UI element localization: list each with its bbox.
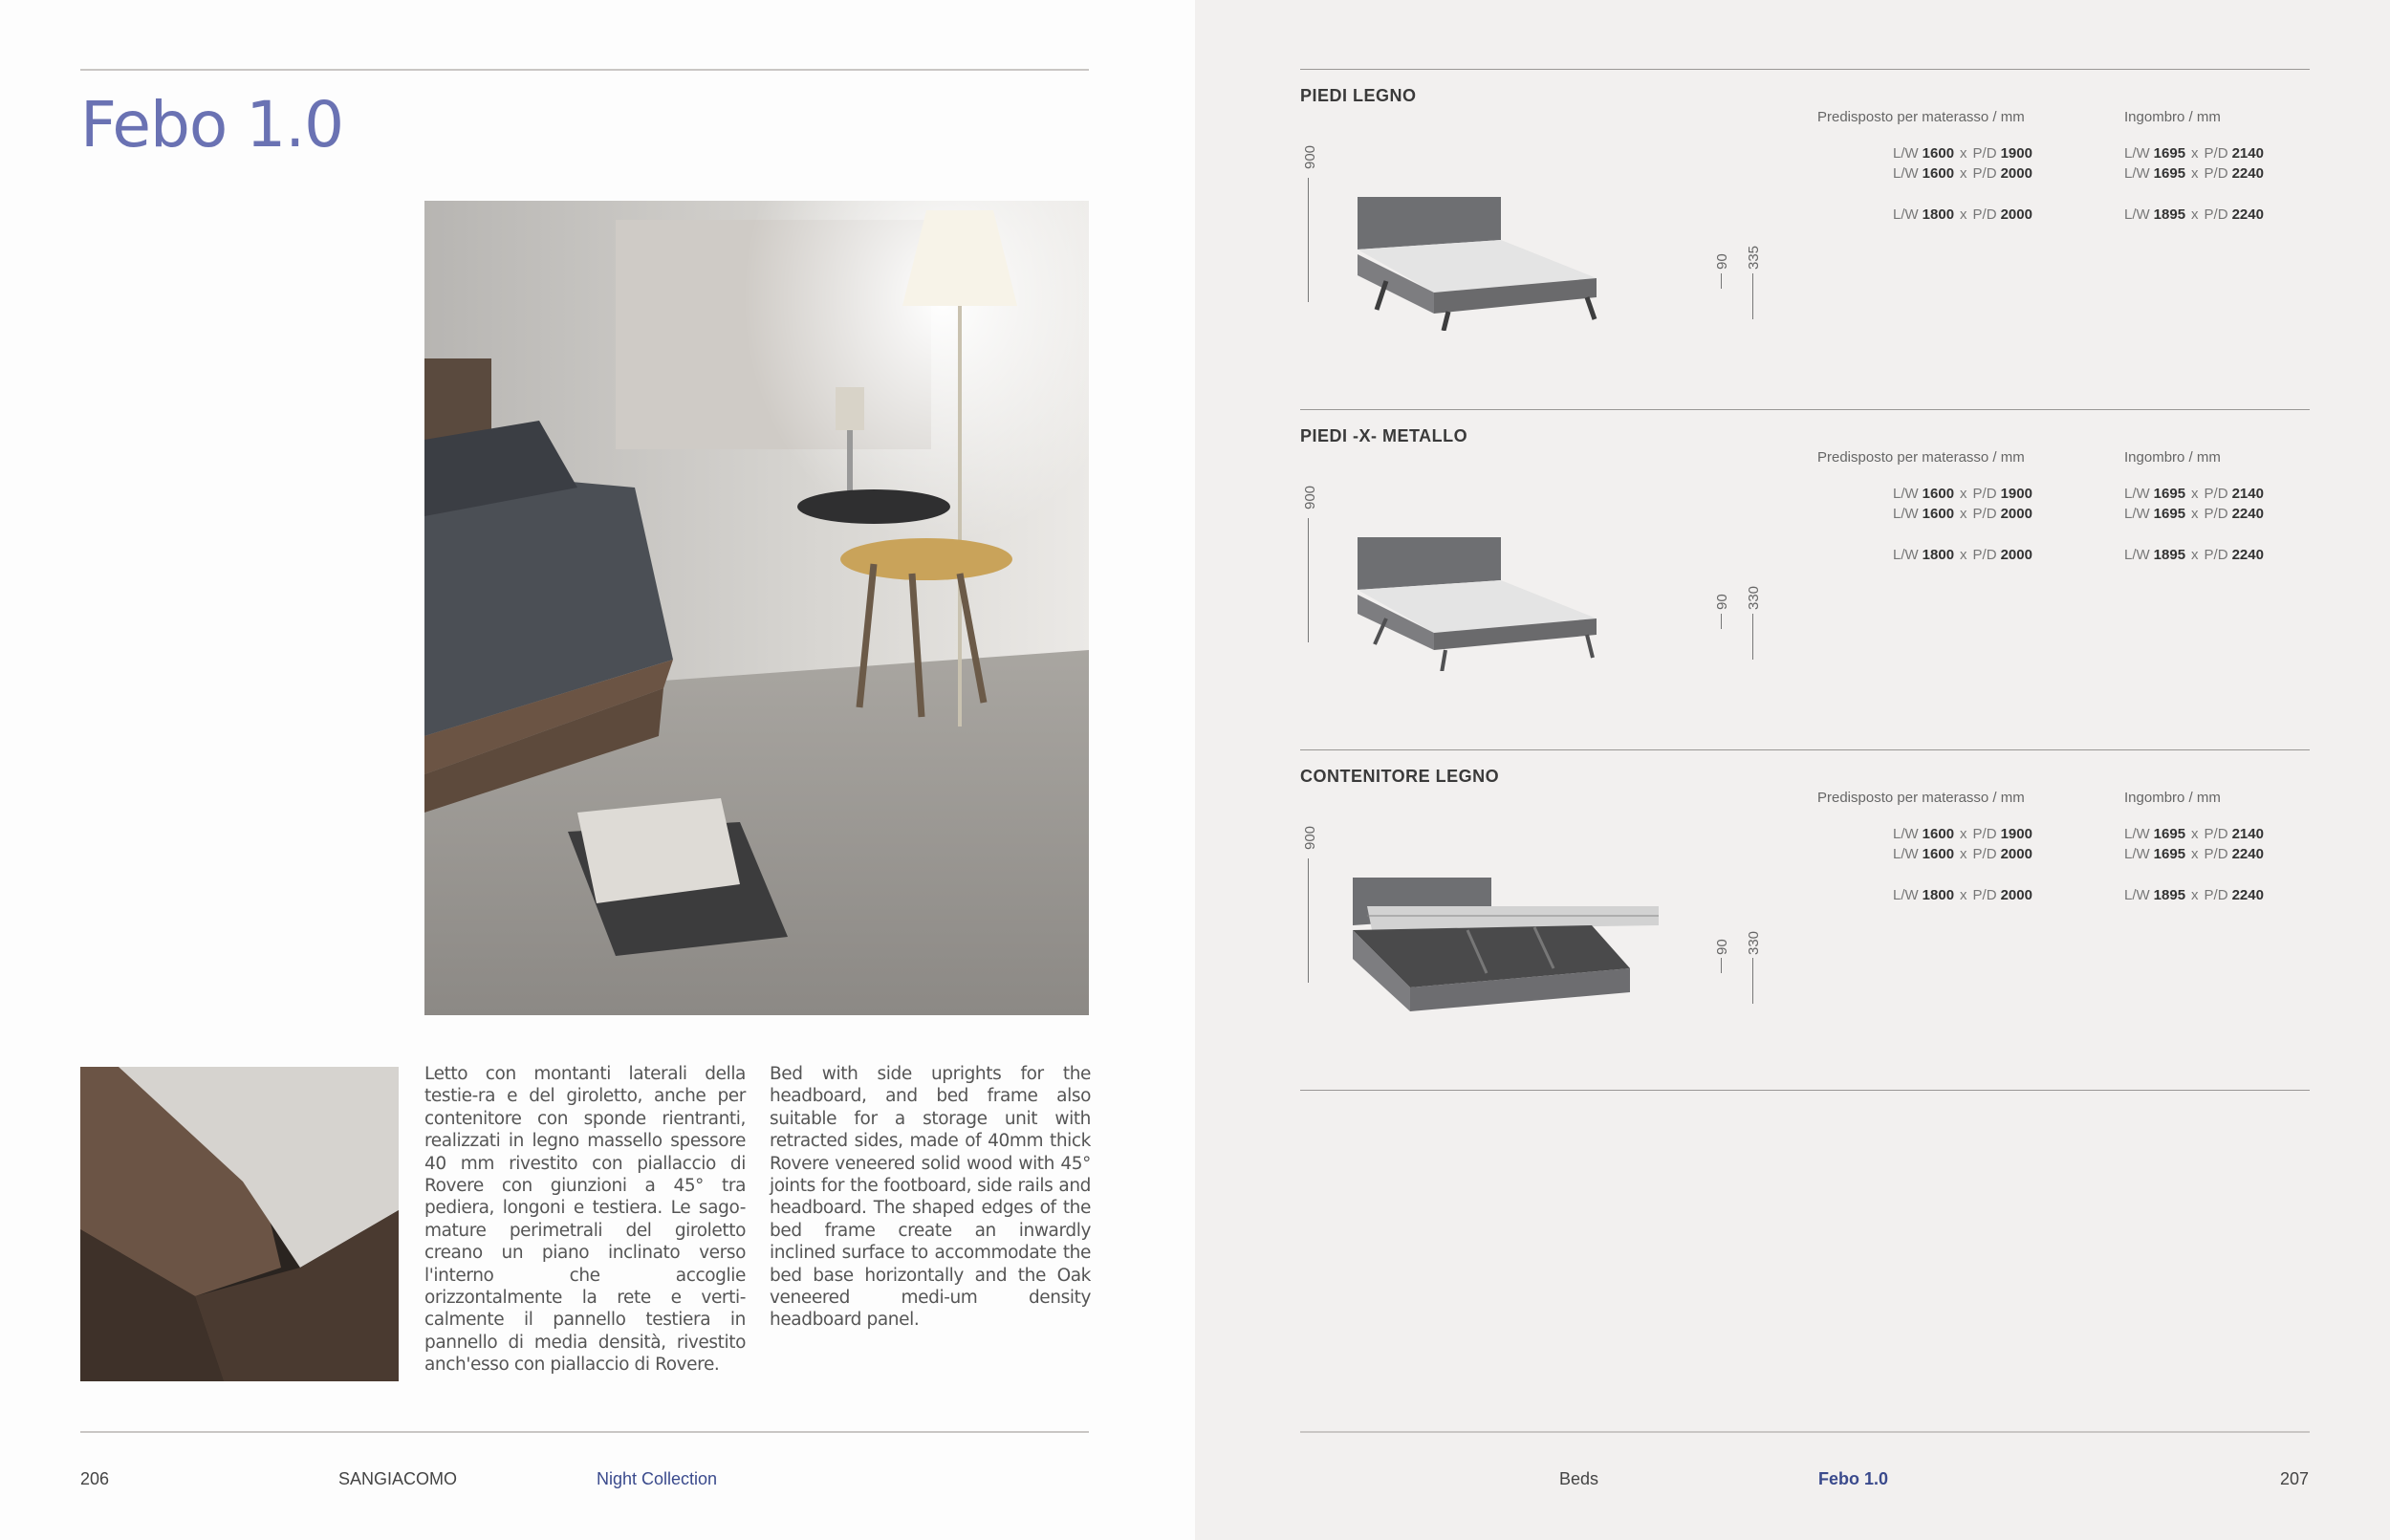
page-title: Febo 1.0: [80, 88, 344, 162]
overall-size-row: L/W 1695 x P/D 2140: [2124, 145, 2264, 162]
height-frame-label: 90: [1714, 253, 1730, 270]
collection-name: Night Collection: [597, 1469, 718, 1488]
page-number: 206: [80, 1469, 110, 1488]
overall-header: Ingombro / mm: [2124, 449, 2221, 466]
bed-corner-detail-photo: [80, 1067, 399, 1381]
top-rule: [80, 69, 1089, 71]
height-frame-line: [1721, 273, 1722, 289]
overall-size-row: L/W 1695 x P/D 2240: [2124, 165, 2264, 182]
description-italian: Letto con montanti laterali della testie-ra e del giroletto, anche per contenitore con sponde rientranti, realizzati in legno massello spessore 40 mm rivestito con piallaccio di Rovere con giunzioni a 45° tra pediera, longoni e testiera. Le sago-mature perimetrali del giroletto creano un piano inclinato verso l'interno che accoglie orizzontalmente la rete e verti-calmente il pannello testiera in pannello di media densità, rivestito anch'esso con piallaccio di Rovere.: [424, 1064, 746, 1376]
footer-rule: [1300, 1431, 2310, 1433]
overall-size-row: L/W 1695 x P/D 2140: [2124, 826, 2264, 842]
height-base-label: 330: [1746, 585, 1762, 610]
height-base-line: [1752, 273, 1753, 319]
height-total-line: [1308, 178, 1309, 302]
bed-metal-x-legs-drawing: [1358, 537, 1644, 671]
overall-header: Ingombro / mm: [2124, 109, 2221, 125]
variant-piedi-x-metallo: [1300, 409, 2310, 749]
variant-title: PIEDI LEGNO: [1300, 86, 1417, 105]
mattress-size-row: L/W 1600 x P/D 1900: [1893, 145, 2032, 162]
height-total-line: [1308, 518, 1309, 642]
height-frame-label: 90: [1714, 939, 1730, 955]
height-frame-line: [1721, 614, 1722, 629]
height-total-label: 900: [1302, 485, 1318, 510]
mattress-size-row: L/W 1600 x P/D 2000: [1893, 165, 2032, 182]
brand-name: SANGIACOMO: [338, 1469, 458, 1488]
variant-contenitore-legno: [1300, 749, 2310, 1090]
overall-size-row: L/W 1695 x P/D 2240: [2124, 846, 2264, 862]
height-base-line: [1752, 614, 1753, 660]
mattress-header: Predisposto per materasso / mm: [1817, 449, 2025, 466]
bedroom-photo-illustration: [424, 201, 1089, 1015]
height-base-label: 330: [1746, 930, 1762, 955]
overall-size-row: L/W 1895 x P/D 2240: [2124, 547, 2264, 563]
bed-storage-drawing: [1353, 878, 1668, 1021]
variant-piedi-legno: [1300, 69, 2310, 409]
bed-wood-legs-drawing: [1358, 197, 1644, 331]
height-base-line: [1752, 958, 1753, 1004]
section-rule: [1300, 1090, 2310, 1091]
mattress-size-row: L/W 1800 x P/D 2000: [1893, 206, 2032, 223]
overall-size-row: L/W 1895 x P/D 2240: [2124, 206, 2264, 223]
bed-corner-illustration: [80, 1067, 399, 1381]
mattress-size-row: L/W 1600 x P/D 1900: [1893, 486, 2032, 502]
overall-size-row: L/W 1895 x P/D 2240: [2124, 887, 2264, 903]
footer-rule: [80, 1431, 1089, 1433]
mattress-size-row: L/W 1800 x P/D 2000: [1893, 887, 2032, 903]
height-total-label: 900: [1302, 825, 1318, 850]
category-name: Beds: [1559, 1469, 1599, 1488]
page-number: 207: [2280, 1469, 2310, 1488]
height-base-label: 335: [1746, 245, 1762, 270]
height-total-line: [1308, 858, 1309, 983]
overall-header: Ingombro / mm: [2124, 790, 2221, 806]
bedroom-photo: [424, 201, 1089, 1015]
height-total-label: 900: [1302, 144, 1318, 169]
variant-title: CONTENITORE LEGNO: [1300, 767, 1500, 786]
description-english: Bed with side uprights for the headboard, and bed frame also suitable for a storage unit with retracted sides, made of 40mm thick Rovere veneered solid wood with 45° joints for the footboard, side rails and headboard. The shaped edges of the bed frame create an inwardly inclined surface to accommodate the bed base horizontally and the Oak veneered medi-um density headboard panel.: [770, 1064, 1091, 1331]
overall-size-row: L/W 1695 x P/D 2240: [2124, 506, 2264, 522]
overall-size-row: L/W 1695 x P/D 2140: [2124, 486, 2264, 502]
mattress-size-row: L/W 1600 x P/D 1900: [1893, 826, 2032, 842]
mattress-size-row: L/W 1600 x P/D 2000: [1893, 846, 2032, 862]
mattress-size-row: L/W 1800 x P/D 2000: [1893, 547, 2032, 563]
mattress-header: Predisposto per materasso / mm: [1817, 790, 2025, 806]
mattress-header: Predisposto per materasso / mm: [1817, 109, 2025, 125]
height-frame-line: [1721, 958, 1722, 973]
variant-title: PIEDI -X- METALLO: [1300, 426, 1468, 445]
height-frame-label: 90: [1714, 594, 1730, 610]
product-name: Febo 1.0: [1818, 1469, 1889, 1488]
mattress-size-row: L/W 1600 x P/D 2000: [1893, 506, 2032, 522]
